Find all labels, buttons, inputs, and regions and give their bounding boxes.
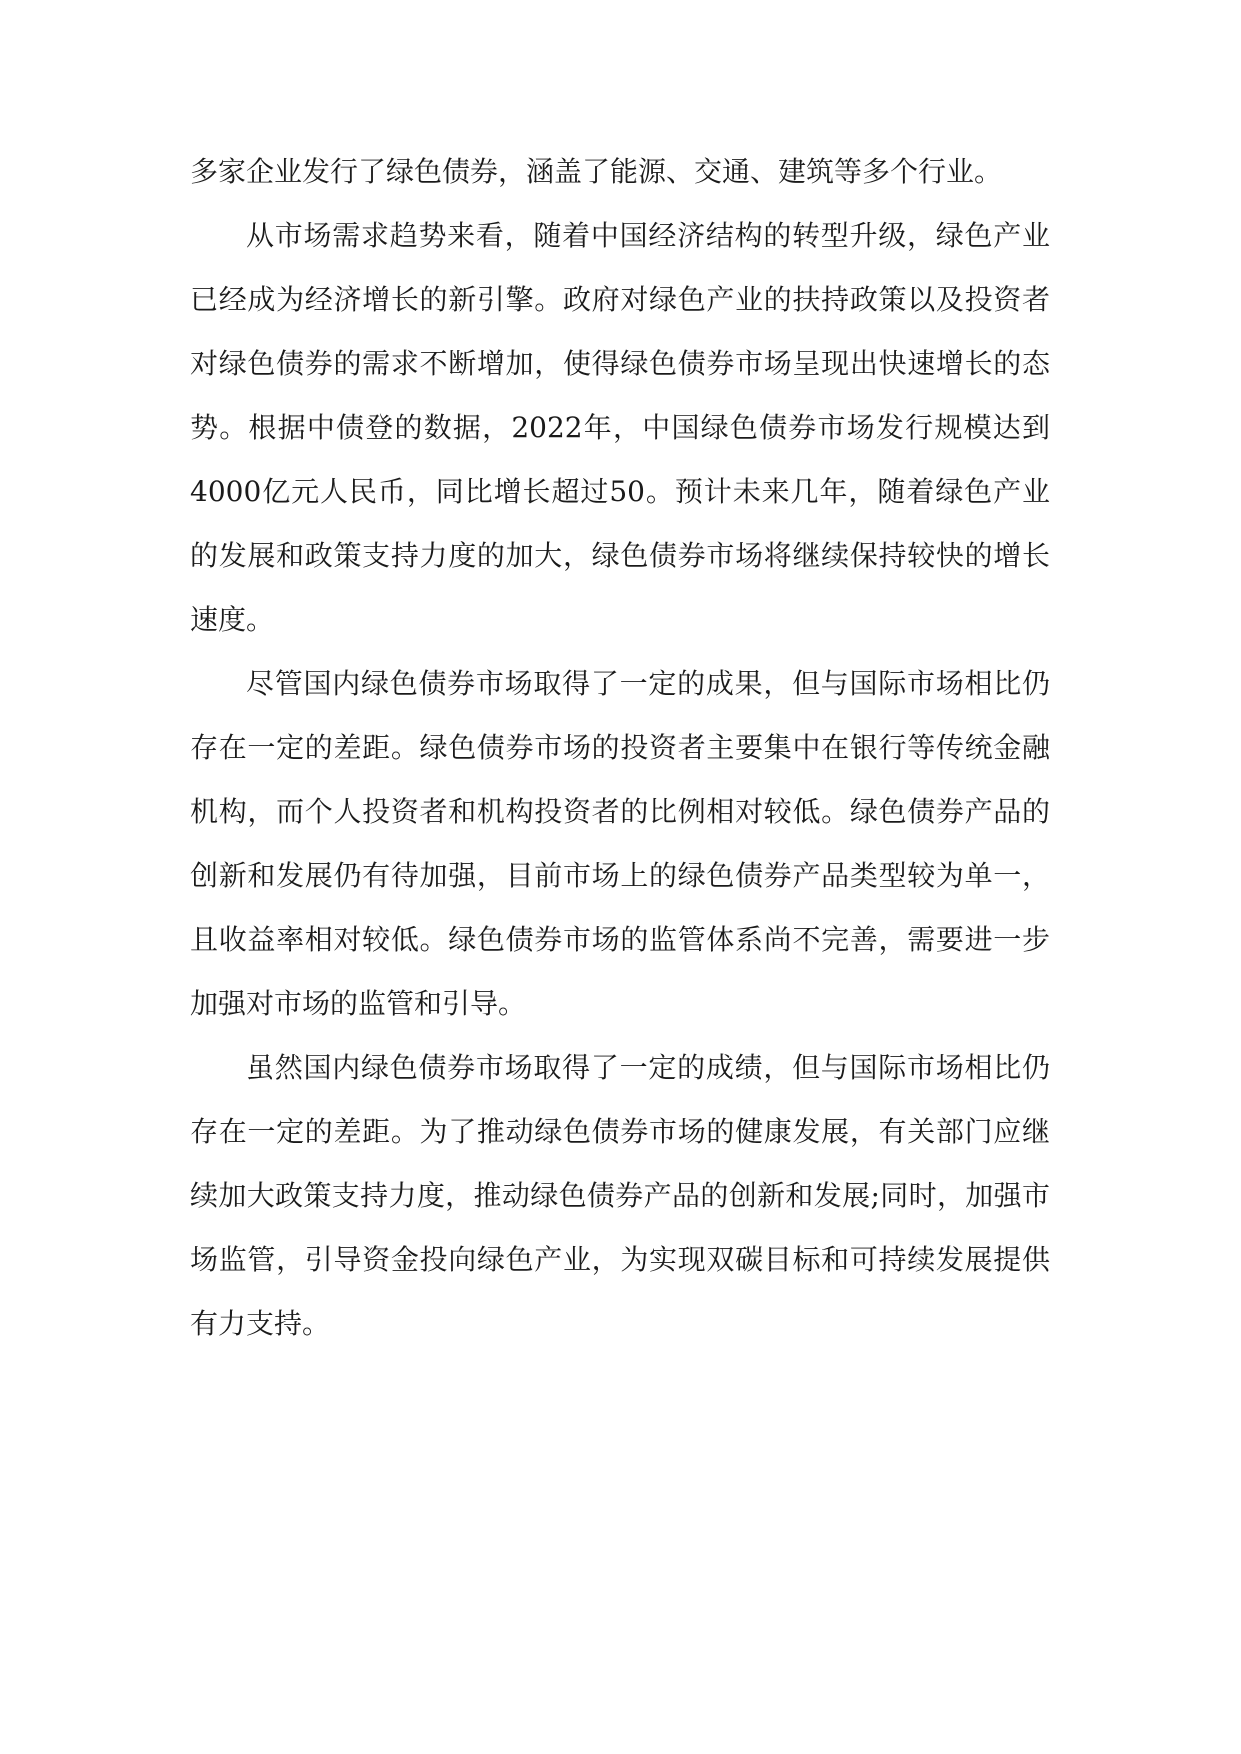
paragraph-continuation: 多家企业发行了绿色债券，涵盖了能源、交通、建筑等多个行业。 [190,155,1003,188]
paragraph-recommendations: 虽然国内绿色债券市场取得了一定的成绩，但与国际市场相比仍存在一定的差距。为了推动绿色债券市场的健康发展，有关部门应继续加大政策支持力度，推动绿色债券产品的创新和发展;同时，加强市场监管，引导资金投向绿色产业，为实现双碳目标和可持续发展提供有力支持。 [190,1051,1050,1340]
document-body [190,140,1050,1356]
paragraph-market-demand: 从市场需求趋势来看，随着中国经济结构的转型升级，绿色产业已经成为经济增长的新引擎。政府对绿色产业的扶持政策以及投资者对绿色债券的需求不断增加，使得绿色债券市场呈现出快速增长的态势。根据中债登的数据，2022年，中国绿色债券市场发行规模达到4000亿元人民币，同比增长超过50。预计未来几年，随着绿色产业的发展和政策支持力度的加大，绿色债券市场将继续保持较快的增长速度。 [190,219,1050,636]
paragraph-market-gap: 尽管国内绿色债券市场取得了一定的成果，但与国际市场相比仍存在一定的差距。绿色债券市场的投资者主要集中在银行等传统金融机构，而个人投资者和机构投资者的比例相对较低。绿色债券产品的创新和发展仍有待加强，目前市场上的绿色债券产品类型较为单一，且收益率相对较低。绿色债券市场的监管体系尚不完善，需要进一步加强对市场的监管和引导。 [190,667,1050,1020]
